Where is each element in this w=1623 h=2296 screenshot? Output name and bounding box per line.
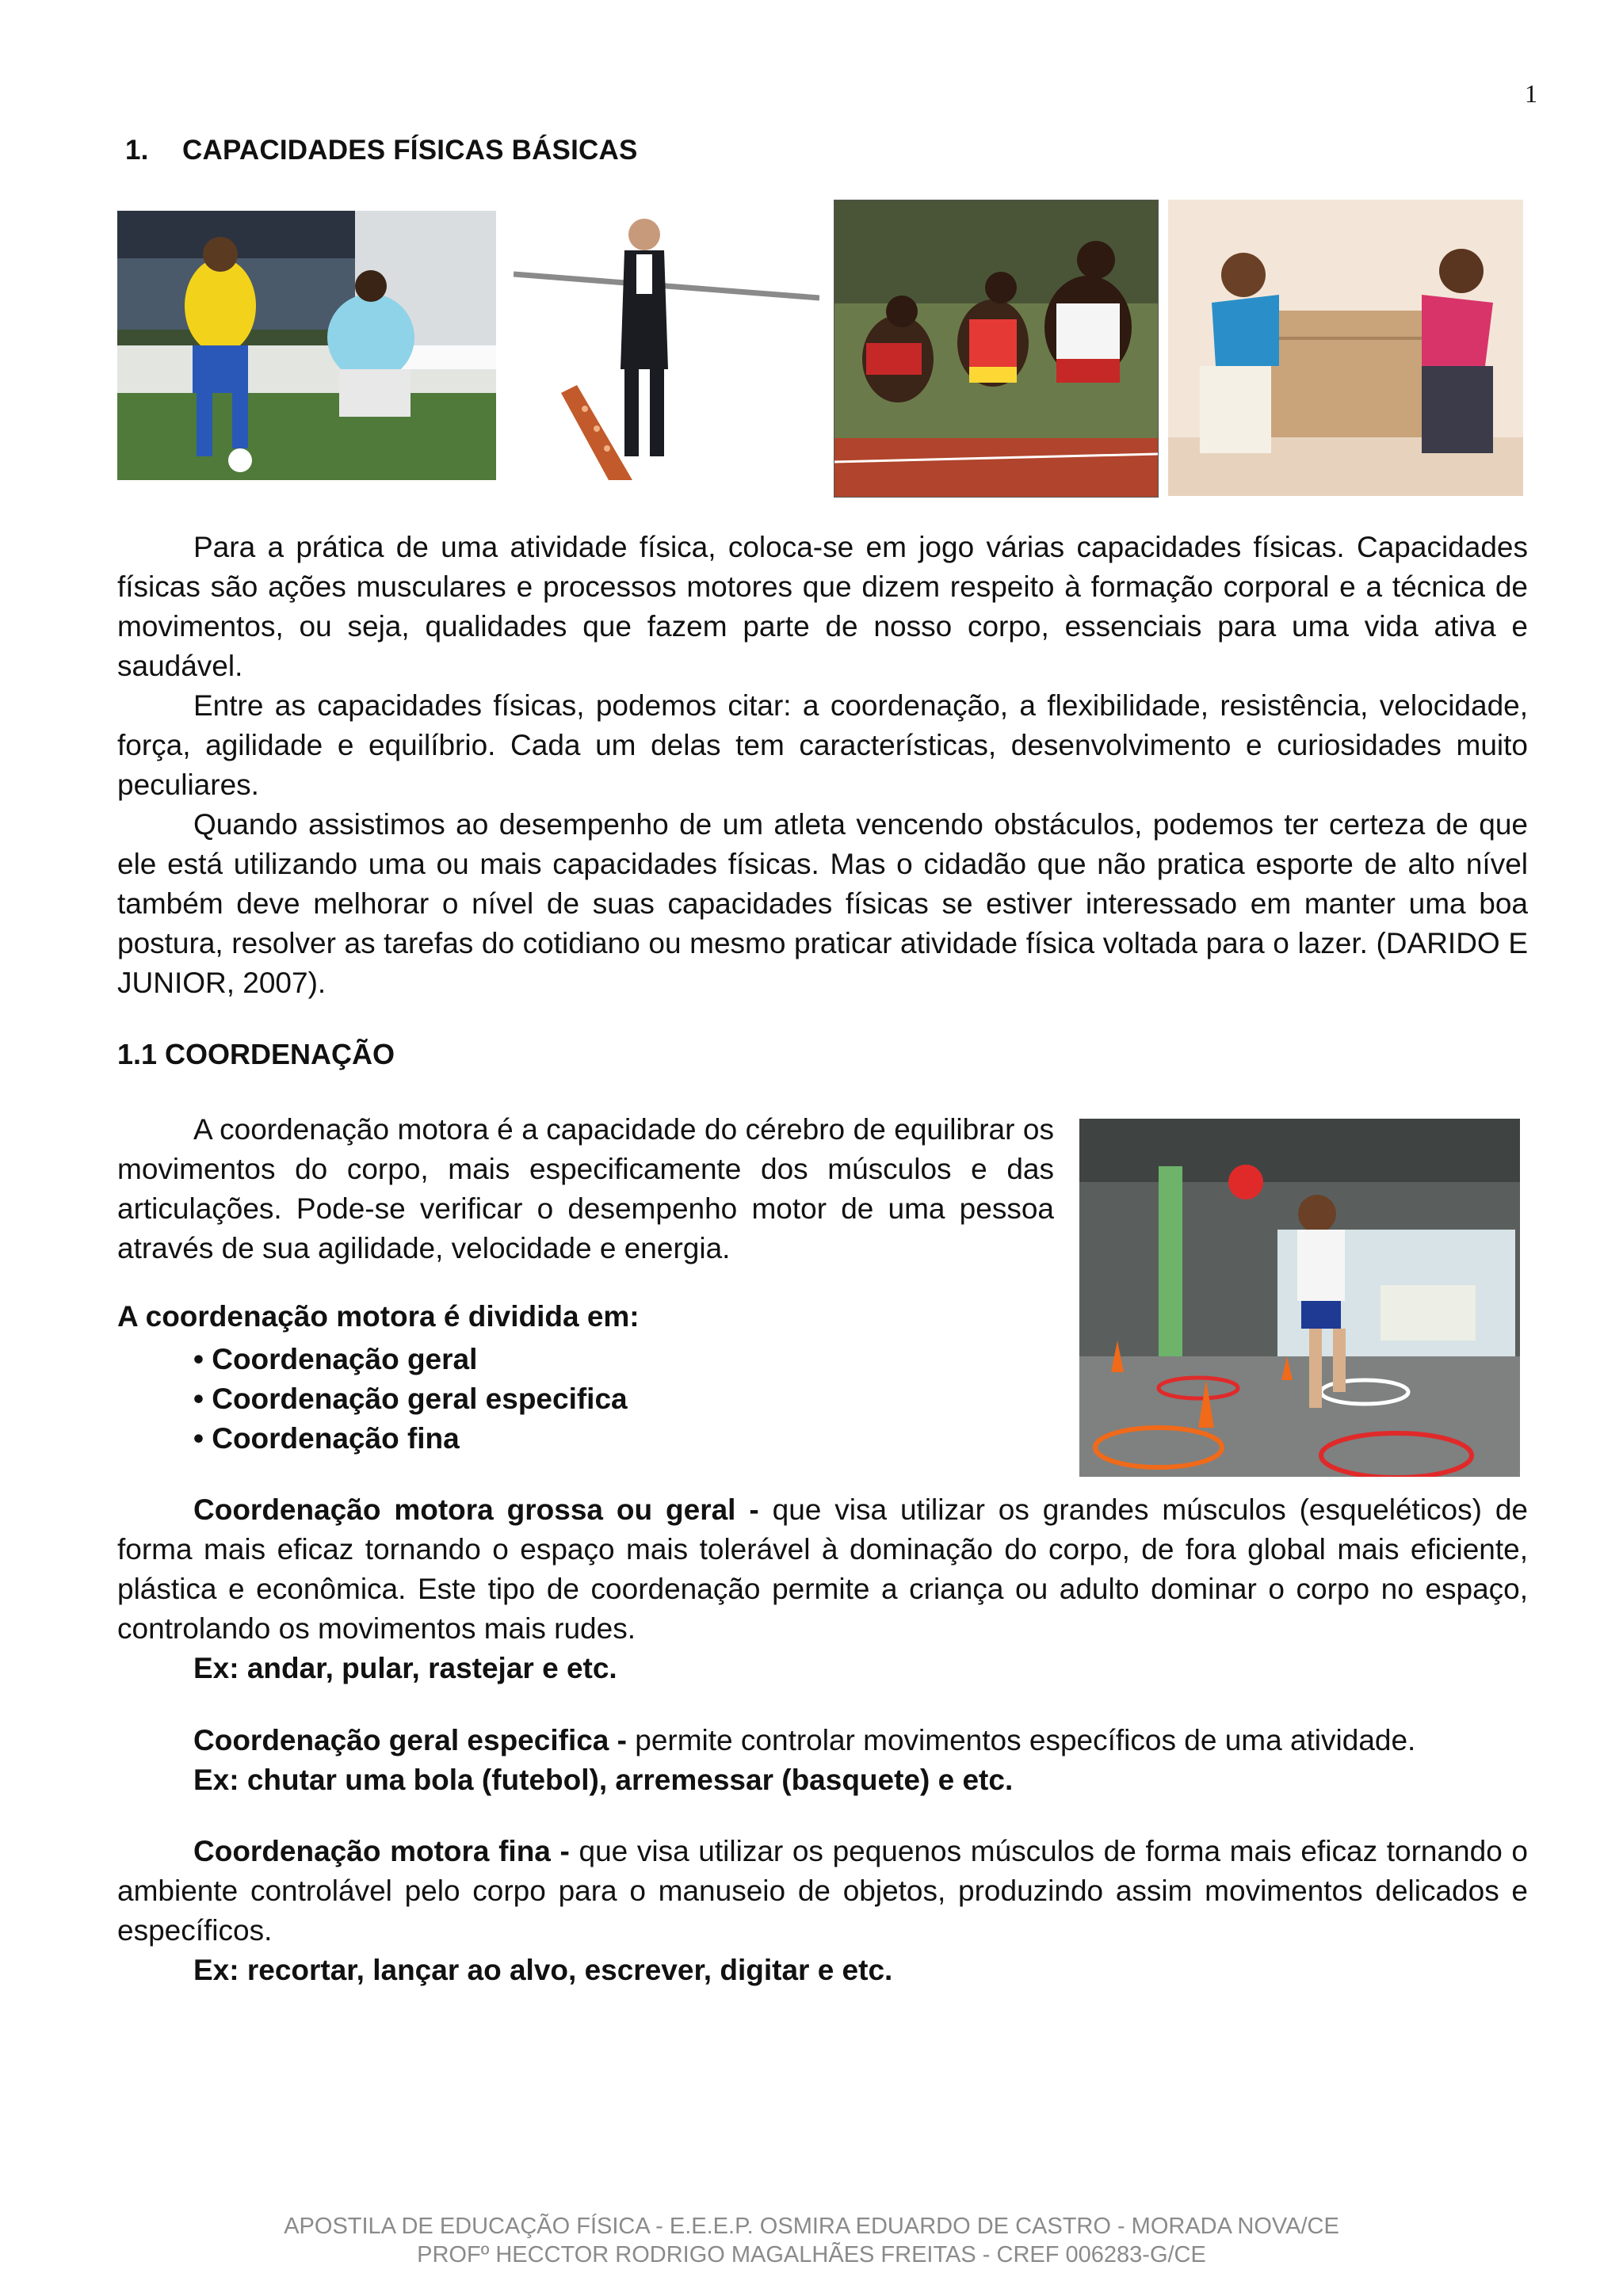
coordination-fina-example: Ex: recortar, lançar ao alvo, escrever, digitar e etc.: [193, 1954, 893, 1986]
coordination-especifica-example: Ex: chutar uma bola (futebol), arremessar (basquete) e etc.: [193, 1764, 1014, 1796]
coordination-especifica-text: permite controlar movimentos específicos de uma atividade.: [626, 1724, 1416, 1756]
sprinters-photo: [834, 200, 1159, 498]
coordination-fina-text: que visa utilizar os pequenos músculos de forma mais eficaz tornando o ambiente controlável pelo corpo para o manuseio de objetos, produzindo assim movimentos delicados e específicos.: [117, 1835, 1528, 1947]
section-title: CAPACIDADES FÍSICAS BÁSICAS: [182, 135, 638, 166]
list-item: • Coordenação fina: [193, 1419, 628, 1459]
coordination-heading: 1.1 COORDENAÇÃO: [117, 1038, 395, 1070]
coordination-grossa-example: Ex: andar, pular, rastejar e etc.: [193, 1652, 617, 1684]
coordination-activity-photo: [1079, 1119, 1520, 1477]
footer: [0, 2212, 1623, 2269]
coordination-fina-block: [117, 1832, 1528, 1990]
intro-paragraph-3: Quando assistimos ao desempenho de um atleta vencendo obstáculos, podemos ter certeza de que ele está utilizando uma ou mais capacidades físicas. Mas o cidadão que não pratica esporte de alto nível também deve melhorar o nível de suas capacidades físicas se estiver interessado em manter uma boa postura, resolver as tarefas do cotidiano ou mesmo praticar atividade física voltada para o lazer. (DARIDO E JUNIOR, 2007).: [117, 808, 1528, 999]
coordination-grossa-block: [117, 1490, 1528, 1688]
coordination-division-list: [193, 1340, 628, 1459]
page-number: 1: [1525, 79, 1537, 108]
lifting-box-photo: [1168, 200, 1523, 496]
section-heading: [125, 135, 638, 166]
list-item: • Coordenação geral especifica: [193, 1379, 628, 1419]
coordination-grossa-text: que visa utilizar os grandes músculos (esqueléticos) de forma mais eficaz tornando o espaço mais tolerável à dominação do corpo, de fora global mais eficiente, plástica e econômica. Este tipo de coordenação permite a criança ou adulto dominar o corpo no espaço, controlando os movimentos mais rudes.: [117, 1493, 1529, 1645]
section-number: 1.: [125, 135, 149, 166]
coordination-especifica-block: [117, 1721, 1528, 1800]
footer-line-1: APOSTILA DE EDUCAÇÃO FÍSICA - E.E.E.P. OSMIRA EDUARDO DE CASTRO - MORADA NOVA/CE: [284, 2214, 1339, 2239]
coordination-grossa-term: Coordenação motora grossa ou geral -: [193, 1493, 759, 1526]
coordination-fina-term: Coordenação motora fina -: [193, 1835, 570, 1867]
coordination-paragraph: A coordenação motora é a capacidade do cérebro de equilibrar os movimentos do corpo, mais especificamente dos músculos e das articulações. Pode-se verificar o desempenho motor de uma pessoa através de sua agilidade, velocidade e energia.: [117, 1113, 1054, 1264]
football-players-photo: [117, 211, 496, 480]
intro-paragraph-2: Entre as capacidades físicas, podemos citar: a coordenação, a flexibilidade, resistência, velocidade, força, agilidade e equilíbrio. Cada um delas tem características, desenvolvimento e curiosidades muito peculiares.: [117, 689, 1528, 801]
list-item: • Coordenação geral: [193, 1340, 628, 1379]
intro-paragraph-1: Para a prática de uma atividade física, coloca-se em jogo várias capacidades físicas. Capacidades físicas são ações musculares e processos motores que dizem respeito à formação corporal e a técnica de movimentos, ou seja, qualidades que fazem parte de nosso corpo, essenciais para uma vida ativa e saudável.: [117, 531, 1528, 682]
coordination-especifica-term: Coordenação geral especifica -: [193, 1724, 627, 1756]
coordination-division-title: A coordenação motora é dividida em:: [117, 1300, 640, 1333]
footer-line-2: PROFº HECCTOR RODRIGO MAGALHÃES FREITAS - CREF 006283-G/CE: [417, 2242, 1206, 2267]
balance-man-photo: [514, 211, 819, 480]
